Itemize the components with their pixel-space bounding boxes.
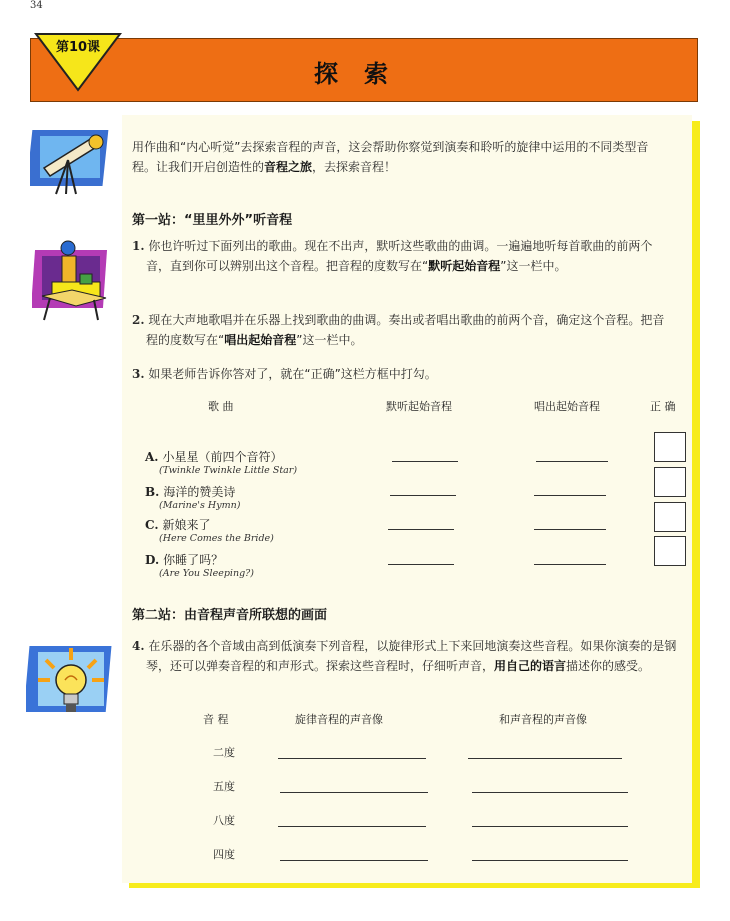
step4-line1: 在乐器的各个音域由高到低演奏下列音程，以旋律形式上下来回地演奏这些音程。如果你演奏的是钢 <box>148 639 677 653</box>
song-title-cn: 小星星（前四个音符） <box>162 450 283 464</box>
interval-label: 八度 <box>213 814 235 827</box>
song-title-en: (Twinkle Twinkle Little Star) <box>159 465 298 476</box>
song-row <box>145 551 254 579</box>
correct-checkbox[interactable] <box>654 432 686 462</box>
lesson-badge <box>34 32 122 94</box>
step4-line2a: 琴，还可以弹奏音程的和声形式。探索这些音程时，仔细听声音， <box>146 659 495 673</box>
lightbulb-icon <box>26 640 116 722</box>
musician-at-table-icon <box>32 236 112 322</box>
song-title-en: (Marine's Hymn) <box>159 500 241 511</box>
sung-interval-blank[interactable] <box>534 529 606 530</box>
song-letter: D. <box>145 553 160 567</box>
stop1-heading: 第一站：“里里外外”听音程 <box>132 213 293 228</box>
step1-paragraph <box>132 236 692 276</box>
melodic-blank[interactable] <box>280 860 428 861</box>
step2-paragraph <box>132 310 692 350</box>
intro-emphasis: 音程之旅 <box>264 160 313 174</box>
step3-number: 3. <box>132 367 145 381</box>
step3-text: 如果老师告诉你答对了，就在“正确”这栏方框中打勾。 <box>148 367 437 381</box>
telescope-icon <box>30 124 112 196</box>
col-song: 歌 曲 <box>208 400 234 413</box>
song-title-cn: 你睡了吗？ <box>163 553 224 567</box>
correct-checkbox[interactable] <box>654 536 686 566</box>
silent-interval-blank[interactable] <box>388 529 454 530</box>
step2-line2a: 程的度数写在“ <box>146 333 225 347</box>
song-letter: B. <box>145 485 160 499</box>
page-number: 34 <box>30 0 43 11</box>
song-letter: A. <box>145 450 159 464</box>
step1-emphasis: 默听起始音程 <box>428 259 501 273</box>
harmonic-blank[interactable] <box>468 758 622 759</box>
intro-paragraph <box>132 137 692 177</box>
step2-line2c: ”这一栏中。 <box>296 333 363 347</box>
interval-label: 五度 <box>213 780 235 793</box>
col-harmonic: 和声音程的声音像 <box>499 713 587 726</box>
song-title-en: (Here Comes the Bride) <box>159 533 274 544</box>
song-letter: C. <box>145 518 159 532</box>
step4-number: 4. <box>132 639 145 653</box>
col-correct: 正 确 <box>650 400 676 413</box>
step2-emphasis: 唱出起始音程 <box>224 333 297 347</box>
melodic-blank[interactable] <box>278 758 426 759</box>
col-silent-interval: 默听起始音程 <box>386 400 452 413</box>
melodic-blank[interactable] <box>280 792 428 793</box>
silent-interval-blank[interactable] <box>390 495 456 496</box>
interval-label: 四度 <box>213 848 235 861</box>
sung-interval-blank[interactable] <box>534 495 606 496</box>
lesson-badge-label: 第10课 <box>55 40 101 55</box>
harmonic-blank[interactable] <box>472 792 628 793</box>
step4-line2c: 描述你的感受。 <box>566 659 651 673</box>
step2-number: 2. <box>132 313 145 327</box>
sung-interval-blank[interactable] <box>534 564 606 565</box>
col-interval: 音 程 <box>203 713 229 726</box>
song-row <box>145 516 274 544</box>
step1-number: 1. <box>132 239 145 253</box>
step4-paragraph <box>132 636 692 676</box>
col-melodic: 旋律音程的声音像 <box>295 713 383 726</box>
melodic-blank[interactable] <box>278 826 426 827</box>
song-row <box>145 483 240 511</box>
stop2-heading: 第二站：由音程声音所联想的画面 <box>132 608 328 623</box>
song-row <box>145 448 297 476</box>
step2-line1: 现在大声地歌唱并在乐器上找到歌曲的曲调。奏出或者唱出歌曲的前两个音，确定这个音程。把音 <box>148 313 665 327</box>
silent-interval-blank[interactable] <box>392 461 458 462</box>
step4-emphasis: 用自己的语言 <box>494 659 567 673</box>
harmonic-blank[interactable] <box>472 860 628 861</box>
intro-line2a: 程。让我们开启创造性的 <box>132 160 265 174</box>
song-title-cn: 海洋的赞美诗 <box>163 485 236 499</box>
page-title: 探索 <box>314 59 414 88</box>
step3-paragraph <box>132 364 692 384</box>
sung-interval-blank[interactable] <box>536 461 608 462</box>
correct-checkbox[interactable] <box>654 467 686 497</box>
step1-line2c: ”这一栏中。 <box>500 259 567 273</box>
title-banner <box>30 38 698 102</box>
col-sung-interval: 唱出起始音程 <box>534 400 600 413</box>
step1-line2a: 音，直到你可以辨别出这个音程。把音程的度数写在“ <box>146 259 429 273</box>
song-title-en: (Are You Sleeping?) <box>159 568 254 579</box>
intro-line1: 用作曲和“内心听觉”去探索音程的声音，这会帮助你察觉到演奏和聆听的旋律中运用的不同类型音 <box>132 140 649 154</box>
interval-label: 二度 <box>213 746 235 759</box>
silent-interval-blank[interactable] <box>388 564 454 565</box>
step1-line1: 你也许听过下面列出的歌曲。现在不出声，默听这些歌曲的曲调。一遍遍地听每首歌曲的前两个 <box>148 239 653 253</box>
intro-line2c: ，去探索音程！ <box>312 160 397 174</box>
harmonic-blank[interactable] <box>472 826 628 827</box>
song-title-cn: 新娘来了 <box>162 518 211 532</box>
correct-checkbox[interactable] <box>654 502 686 532</box>
